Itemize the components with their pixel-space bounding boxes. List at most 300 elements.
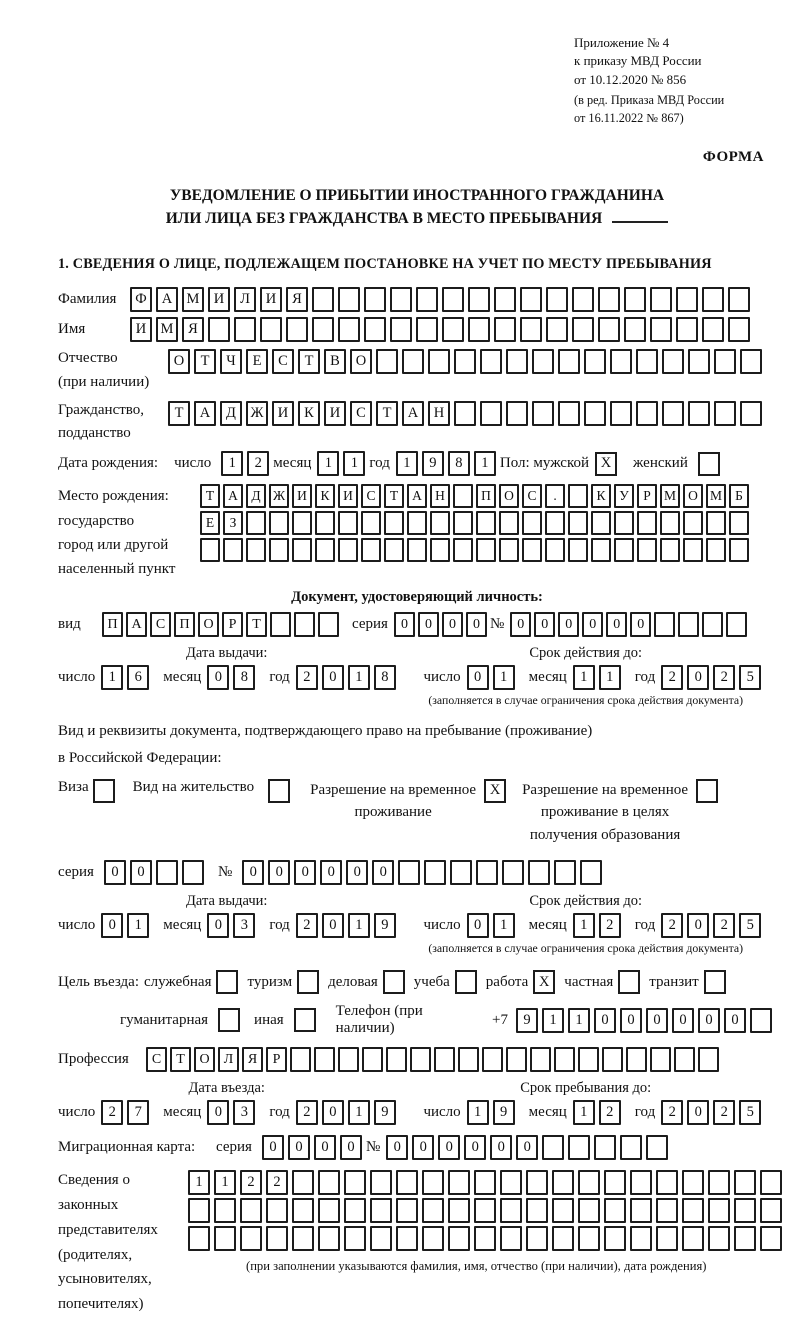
purpose-option-label: деловая <box>328 973 378 990</box>
entry-year-cells <box>296 1100 400 1125</box>
doc-type-label: вид <box>58 616 81 633</box>
char-cell: 9 <box>516 1008 538 1033</box>
char-cell: 8 <box>233 665 255 690</box>
char-cell <box>683 538 703 562</box>
char-cell <box>554 860 576 885</box>
char-cell <box>208 317 230 342</box>
char-cell <box>474 1198 496 1223</box>
char-cell: Д <box>220 401 242 426</box>
temp-permit-label-line2: проживание <box>354 804 432 821</box>
entry-date-caption: Дата въезда: <box>188 1080 265 1097</box>
char-cell: 0 <box>672 1008 694 1033</box>
gender-female-label: женский <box>633 455 688 472</box>
char-cell: 0 <box>442 612 463 637</box>
char-cell: К <box>298 401 320 426</box>
stay-year-cells <box>661 1100 765 1125</box>
char-cell: 0 <box>534 612 555 637</box>
day-label: число <box>423 669 461 686</box>
patronymic-cells <box>168 349 766 374</box>
char-cell: 1 <box>348 1100 370 1125</box>
day-label: число <box>423 1104 461 1121</box>
char-cell <box>620 1135 642 1160</box>
char-cell <box>246 538 266 562</box>
char-cell <box>422 1198 444 1223</box>
char-cell <box>740 401 762 426</box>
char-cell <box>292 1198 314 1223</box>
char-cell: 0 <box>101 913 123 938</box>
char-cell: 2 <box>661 1100 683 1125</box>
char-cell <box>630 1226 652 1251</box>
purpose-option-label: туризм <box>247 973 293 990</box>
gender-male-checkbox: X <box>595 452 617 476</box>
char-cell <box>338 1047 359 1072</box>
char-cell <box>591 538 611 562</box>
number-label: № <box>365 1139 381 1156</box>
char-cell: 0 <box>386 1135 408 1160</box>
edu-permit-label-line3: получения образования <box>529 826 681 843</box>
char-cell: 5 <box>739 665 761 690</box>
residence-doc-intro <box>58 718 776 771</box>
char-cell <box>344 1170 366 1195</box>
month-label: месяц <box>273 455 312 472</box>
char-cell: 0 <box>510 612 531 637</box>
phone-cells <box>516 1008 776 1033</box>
char-cell <box>522 511 542 535</box>
char-cell <box>474 1170 496 1195</box>
char-cell: 1 <box>493 665 515 690</box>
char-cell <box>637 538 657 562</box>
month-label: месяц <box>163 917 202 934</box>
char-cell: 1 <box>317 451 339 476</box>
char-cell: П <box>174 612 195 637</box>
char-cell <box>214 1226 236 1251</box>
char-cell: Ж <box>246 401 268 426</box>
char-cell: 0 <box>207 665 229 690</box>
char-cell <box>458 1047 479 1072</box>
migration-card-label: Миграционная карта: <box>58 1139 196 1156</box>
purpose-checkbox-ucheba <box>455 970 477 994</box>
phone-prefix: +7 <box>492 1011 508 1028</box>
char-cell <box>729 538 749 562</box>
form-title <box>58 184 776 231</box>
char-cell: 5 <box>739 913 761 938</box>
char-cell: Р <box>637 484 657 508</box>
purpose-option-label: работа <box>485 973 529 990</box>
char-cell <box>448 1226 470 1251</box>
char-cell <box>708 1198 730 1223</box>
char-cell <box>578 1226 600 1251</box>
issue-year-cells <box>296 665 400 690</box>
char-cell: 0 <box>340 1135 362 1160</box>
residence-doc-options <box>58 779 776 847</box>
birth-place-cells-3 <box>200 538 752 562</box>
char-cell <box>499 538 519 562</box>
char-cell <box>286 317 308 342</box>
char-cell <box>442 287 464 312</box>
representatives-cells-2 <box>188 1198 786 1223</box>
char-cell <box>660 511 680 535</box>
char-cell: О <box>350 349 372 374</box>
stay-day-cells <box>467 1100 519 1125</box>
char-cell: 0 <box>288 1135 310 1160</box>
char-cell <box>269 538 289 562</box>
char-cell: И <box>272 401 294 426</box>
char-cell <box>416 317 438 342</box>
char-cell <box>318 612 339 637</box>
number-label: № <box>217 864 233 881</box>
char-cell: Н <box>430 484 450 508</box>
char-cell <box>708 1170 730 1195</box>
char-cell <box>578 1198 600 1223</box>
char-cell: Т <box>168 401 190 426</box>
char-cell <box>362 1047 383 1072</box>
purpose-checkbox-gumanitarnaya <box>218 1008 240 1032</box>
purpose-checkbox-turizm <box>297 970 319 994</box>
header-line: Приложение № 4 <box>574 35 670 50</box>
birth-year-cells <box>396 451 500 476</box>
entry-month-cells <box>207 1100 259 1125</box>
char-cell: 0 <box>438 1135 460 1160</box>
char-cell <box>636 349 658 374</box>
char-cell <box>568 511 588 535</box>
patronymic-label: Отчество <box>58 350 118 367</box>
char-cell <box>454 349 476 374</box>
day-label: число <box>174 455 212 472</box>
header-line: от 16.11.2022 № 867) <box>574 110 684 125</box>
char-cell: 0 <box>724 1008 746 1033</box>
char-cell <box>702 287 724 312</box>
char-cell: П <box>102 612 123 637</box>
char-cell: 1 <box>188 1170 210 1195</box>
doc-series-cells <box>394 612 490 637</box>
char-cell <box>370 1226 392 1251</box>
surname-label: Фамилия <box>58 291 117 308</box>
residence-permit-option <box>133 779 290 803</box>
char-cell <box>292 511 312 535</box>
permit-expiry-day-cells <box>467 913 519 938</box>
char-cell: Е <box>246 349 268 374</box>
char-cell <box>740 349 762 374</box>
char-cell <box>604 1226 626 1251</box>
char-cell: 5 <box>739 1100 761 1125</box>
birth-month-cells <box>317 451 369 476</box>
doc-number-cells <box>510 612 750 637</box>
char-cell <box>396 1170 418 1195</box>
char-cell: 0 <box>687 665 709 690</box>
char-cell: А <box>126 612 147 637</box>
birth-day-cells <box>221 451 273 476</box>
permit-expiry-month-cells <box>573 913 625 938</box>
char-cell <box>506 401 528 426</box>
issue-date-caption: Дата выдачи: <box>186 645 268 662</box>
char-cell <box>656 1170 678 1195</box>
char-cell: 0 <box>320 860 342 885</box>
char-cell: 0 <box>687 1100 709 1125</box>
purpose-checkbox-rabota: X <box>533 970 555 994</box>
char-cell: 2 <box>266 1170 288 1195</box>
char-cell: А <box>402 401 424 426</box>
gender-female-checkbox <box>698 452 720 476</box>
char-cell: 2 <box>101 1100 123 1125</box>
day-label: число <box>423 917 461 934</box>
char-cell: И <box>338 484 358 508</box>
char-cell: Л <box>218 1047 239 1072</box>
purpose-option-label: иная <box>254 1011 284 1028</box>
char-cell <box>407 538 427 562</box>
char-cell: 1 <box>474 451 496 476</box>
char-cell: 0 <box>412 1135 434 1160</box>
char-cell <box>760 1170 782 1195</box>
char-cell <box>454 401 476 426</box>
char-cell: 1 <box>568 1008 590 1033</box>
migration-series-cells <box>262 1135 366 1160</box>
edu-permit-checkbox <box>696 779 718 803</box>
char-cell: О <box>194 1047 215 1072</box>
char-cell: 0 <box>698 1008 720 1033</box>
char-cell: 2 <box>661 665 683 690</box>
char-cell: 1 <box>101 665 123 690</box>
purpose-option-label: транзит <box>649 973 699 990</box>
issue-day-cells <box>101 665 153 690</box>
char-cell <box>428 349 450 374</box>
residence-doc-dates <box>58 893 776 956</box>
char-cell <box>660 538 680 562</box>
char-cell <box>520 287 542 312</box>
char-cell: 2 <box>661 913 683 938</box>
char-cell: С <box>522 484 542 508</box>
char-cell <box>506 1047 527 1072</box>
char-cell: Я <box>286 287 308 312</box>
char-cell <box>532 401 554 426</box>
residence-doc-intro-line1: Вид и реквизиты документа, подтверждающего право на пребывание (проживание) <box>58 723 593 740</box>
char-cell <box>578 1047 599 1072</box>
char-cell: Ф <box>130 287 152 312</box>
char-cell <box>706 511 726 535</box>
char-cell <box>294 612 315 637</box>
char-cell <box>338 538 358 562</box>
char-cell <box>683 511 703 535</box>
char-cell: С <box>272 349 294 374</box>
char-cell: А <box>156 287 178 312</box>
char-cell: 9 <box>374 1100 396 1125</box>
citizenship-label2: подданство <box>58 425 131 442</box>
char-cell <box>476 511 496 535</box>
legal-header <box>574 34 800 127</box>
char-cell <box>568 1135 590 1160</box>
char-cell <box>702 317 724 342</box>
char-cell <box>338 317 360 342</box>
char-cell <box>630 1170 652 1195</box>
char-cell <box>520 317 542 342</box>
char-cell: К <box>591 484 611 508</box>
purpose-option-label: гуманитарная <box>120 1011 209 1028</box>
char-cell <box>558 349 580 374</box>
char-cell <box>246 511 266 535</box>
char-cell <box>188 1198 210 1223</box>
char-cell <box>546 287 568 312</box>
char-cell <box>662 401 684 426</box>
purpose-option-label: учеба <box>413 973 450 990</box>
char-cell <box>361 511 381 535</box>
char-cell: 0 <box>646 1008 668 1033</box>
char-cell <box>453 538 473 562</box>
char-cell <box>396 1198 418 1223</box>
char-cell <box>568 538 588 562</box>
profession-row <box>58 1047 776 1072</box>
char-cell: 7 <box>127 1100 149 1125</box>
char-cell <box>734 1170 756 1195</box>
char-cell <box>546 317 568 342</box>
issue-date-caption: Дата выдачи: <box>186 893 268 910</box>
char-cell <box>578 1170 600 1195</box>
char-cell <box>646 1135 668 1160</box>
char-cell: О <box>683 484 703 508</box>
char-cell: З <box>223 511 243 535</box>
char-cell <box>610 401 632 426</box>
char-cell <box>396 1226 418 1251</box>
char-cell <box>637 511 657 535</box>
char-cell <box>662 349 684 374</box>
char-cell <box>390 317 412 342</box>
form-title-line1: УВЕДОМЛЕНИЕ О ПРИБЫТИИ ИНОСТРАННОГО ГРАЖДАНИНА <box>169 186 665 204</box>
char-cell <box>318 1170 340 1195</box>
series-label: серия <box>58 864 94 881</box>
char-cell: Д <box>246 484 266 508</box>
char-cell: 6 <box>127 665 149 690</box>
char-cell: 1 <box>542 1008 564 1033</box>
char-cell <box>760 1226 782 1251</box>
char-cell: 0 <box>582 612 603 637</box>
expiry-day-cells <box>467 665 519 690</box>
char-cell <box>682 1170 704 1195</box>
char-cell: М <box>706 484 726 508</box>
char-cell <box>314 1047 335 1072</box>
char-cell: 0 <box>322 1100 344 1125</box>
char-cell <box>312 287 334 312</box>
purpose-row <box>58 970 776 994</box>
char-cell <box>636 401 658 426</box>
char-cell: 0 <box>346 860 368 885</box>
char-cell <box>682 1226 704 1251</box>
purpose-checkbox-delovaya <box>383 970 405 994</box>
phone-label: Телефон (при наличии) <box>335 1003 423 1037</box>
char-cell <box>364 317 386 342</box>
char-cell: Т <box>376 401 398 426</box>
year-label: год <box>269 1104 290 1121</box>
char-cell <box>542 1135 564 1160</box>
identity-doc-dates <box>58 645 776 708</box>
char-cell <box>499 511 519 535</box>
char-cell: Т <box>200 484 220 508</box>
profession-label: Профессия <box>58 1051 129 1068</box>
surname-cells <box>130 287 754 312</box>
char-cell <box>292 1226 314 1251</box>
title-blank-line <box>612 209 668 223</box>
char-cell: 0 <box>372 860 394 885</box>
char-cell <box>468 287 490 312</box>
char-cell: 1 <box>599 665 621 690</box>
char-cell: 2 <box>296 913 318 938</box>
birth-date-row <box>58 451 776 476</box>
visa-label: Виза <box>58 778 89 795</box>
permit-issue-day-cells <box>101 913 153 938</box>
birth-place-cells-2 <box>200 511 752 535</box>
char-cell: Е <box>200 511 220 535</box>
representatives-label-line: усыновителях, <box>58 1271 152 1288</box>
purpose-label: Цель въезда: <box>58 973 139 990</box>
purpose-row2 <box>58 1003 776 1037</box>
entry-day-cells <box>101 1100 153 1125</box>
char-cell <box>591 511 611 535</box>
char-cell <box>450 860 472 885</box>
char-cell: 1 <box>343 451 365 476</box>
char-cell <box>338 287 360 312</box>
char-cell: 2 <box>713 1100 735 1125</box>
char-cell: И <box>208 287 230 312</box>
char-cell: 0 <box>242 860 264 885</box>
char-cell <box>410 1047 431 1072</box>
number-label: № <box>489 616 505 633</box>
char-cell <box>650 287 672 312</box>
char-cell: Т <box>246 612 267 637</box>
visa-option <box>58 779 115 803</box>
char-cell <box>500 1170 522 1195</box>
char-cell <box>545 538 565 562</box>
residence-permit-label: Вид на жительство <box>132 778 255 795</box>
representatives-cells-3 <box>188 1226 786 1251</box>
char-cell: М <box>182 287 204 312</box>
char-cell <box>610 349 632 374</box>
month-label: месяц <box>163 669 202 686</box>
char-cell <box>182 860 204 885</box>
migration-card-row <box>58 1135 776 1160</box>
char-cell: В <box>324 349 346 374</box>
month-label: месяц <box>528 669 567 686</box>
char-cell <box>526 1198 548 1223</box>
char-cell <box>682 1198 704 1223</box>
char-cell: 2 <box>240 1170 262 1195</box>
temp-permit-checkbox: X <box>484 779 506 803</box>
char-cell: 3 <box>233 913 255 938</box>
representatives-label-line: представителях <box>58 1221 158 1238</box>
char-cell: Т <box>384 484 404 508</box>
char-cell <box>269 511 289 535</box>
issue-month-cells <box>207 665 259 690</box>
char-cell <box>650 317 672 342</box>
representatives-cells-1 <box>188 1170 786 1195</box>
char-cell: 0 <box>467 913 489 938</box>
expiry-date-caption: Срок действия до: <box>529 645 643 662</box>
char-cell <box>200 538 220 562</box>
char-cell: 0 <box>630 612 651 637</box>
char-cell <box>624 317 646 342</box>
char-cell <box>315 511 335 535</box>
char-cell <box>580 860 602 885</box>
migration-number-cells <box>386 1135 672 1160</box>
char-cell <box>494 287 516 312</box>
purpose-checkbox-inaya <box>294 1008 316 1032</box>
surname-row <box>58 287 776 312</box>
char-cell: К <box>315 484 335 508</box>
char-cell <box>729 511 749 535</box>
char-cell <box>698 1047 719 1072</box>
char-cell: С <box>361 484 381 508</box>
char-cell <box>502 860 524 885</box>
char-cell: С <box>146 1047 167 1072</box>
char-cell: 0 <box>466 612 487 637</box>
char-cell <box>188 1226 210 1251</box>
char-cell <box>702 612 723 637</box>
